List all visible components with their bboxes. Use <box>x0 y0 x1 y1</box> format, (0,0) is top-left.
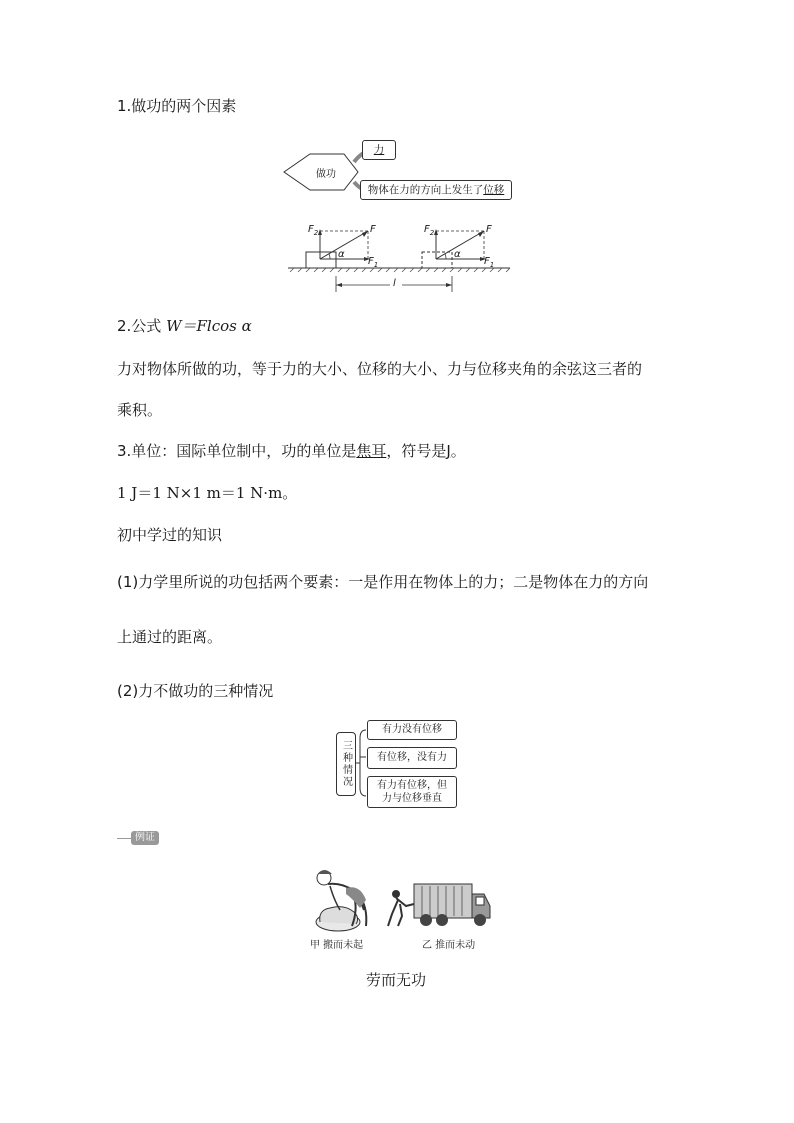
right-f-label: F <box>486 224 492 235</box>
case-3-box <box>367 776 457 808</box>
force-box <box>362 140 396 160</box>
case-3-line2: 力与位移垂直 <box>382 793 442 804</box>
junior-p1-line1: (1)力学里所说的功包括两个要素：一是作用在物体上的力；二是物体在力的方向 <box>117 573 649 591</box>
example-tag: 例证 <box>131 831 159 845</box>
junior-p2: (2)力不做功的三种情况 <box>117 682 274 700</box>
case-3-line1: 有力有位移，但 <box>377 780 447 791</box>
lift-illustration <box>300 864 384 932</box>
right-f1-label: $F_1$ <box>484 256 495 269</box>
displacement-underlined: 位移 <box>483 184 505 196</box>
section-2-prefix: 2.公式 <box>117 317 167 335</box>
caption-push: 乙 推而未动 <box>422 940 476 951</box>
section-2-title <box>117 316 252 336</box>
left-f2-label: $F_2$ <box>308 224 319 237</box>
force-decomposition-figure <box>286 222 512 296</box>
unit-equation: 1 J＝1 N×1 m＝1 N·m。 <box>117 484 298 502</box>
no-work-cases-diagram <box>334 720 458 806</box>
distance-l-label: l <box>393 278 396 289</box>
unit-symbol: J <box>446 442 451 460</box>
section-2-desc-line1: 力对物体所做的功，等于力的大小、位移的大小、力与位移夹角的余弦这三者的 <box>117 360 643 378</box>
person-lifting-stone-icon <box>300 864 384 932</box>
junior-heading: 初中学过的知识 <box>117 526 223 544</box>
displacement-box <box>360 180 512 200</box>
section-3-unit: 3.单位：国际单位制中，功的单位是焦耳，符号是J。 <box>117 442 466 460</box>
left-f-label: F <box>370 224 376 235</box>
work-label: 做功 <box>316 169 336 180</box>
right-f2-label: $F_2$ <box>424 224 435 237</box>
person-pushing-truck-icon <box>384 880 494 930</box>
right-alpha-label: α <box>454 249 461 260</box>
displacement-prefix: 物体在力的方向上发生了 <box>367 184 484 196</box>
section-1-title: 1.做功的两个因素 <box>117 97 237 115</box>
caption-lift: 甲 搬而未起 <box>310 940 364 951</box>
case-1-box: 有力没有位移 <box>367 720 457 740</box>
work-formula: W＝Flcos α <box>166 317 252 335</box>
left-alpha-label: α <box>338 249 345 260</box>
example-summary: 劳而无功 <box>366 971 427 989</box>
push-illustration <box>384 880 494 930</box>
unit-name: 焦耳 <box>356 442 387 460</box>
section-2-desc-line2: 乘积。 <box>117 401 163 419</box>
example-tag-line <box>117 838 131 839</box>
three-cases-label: 三种情况 <box>336 732 356 796</box>
left-f1-label: $F_1$ <box>368 256 379 269</box>
force-label: 力 <box>373 144 385 156</box>
junior-p1-line2: 上通过的距离。 <box>117 628 223 646</box>
case-2-box: 有位移，没有力 <box>367 747 457 769</box>
force-figure-lines <box>286 222 512 296</box>
work-factors-diagram <box>282 140 522 208</box>
